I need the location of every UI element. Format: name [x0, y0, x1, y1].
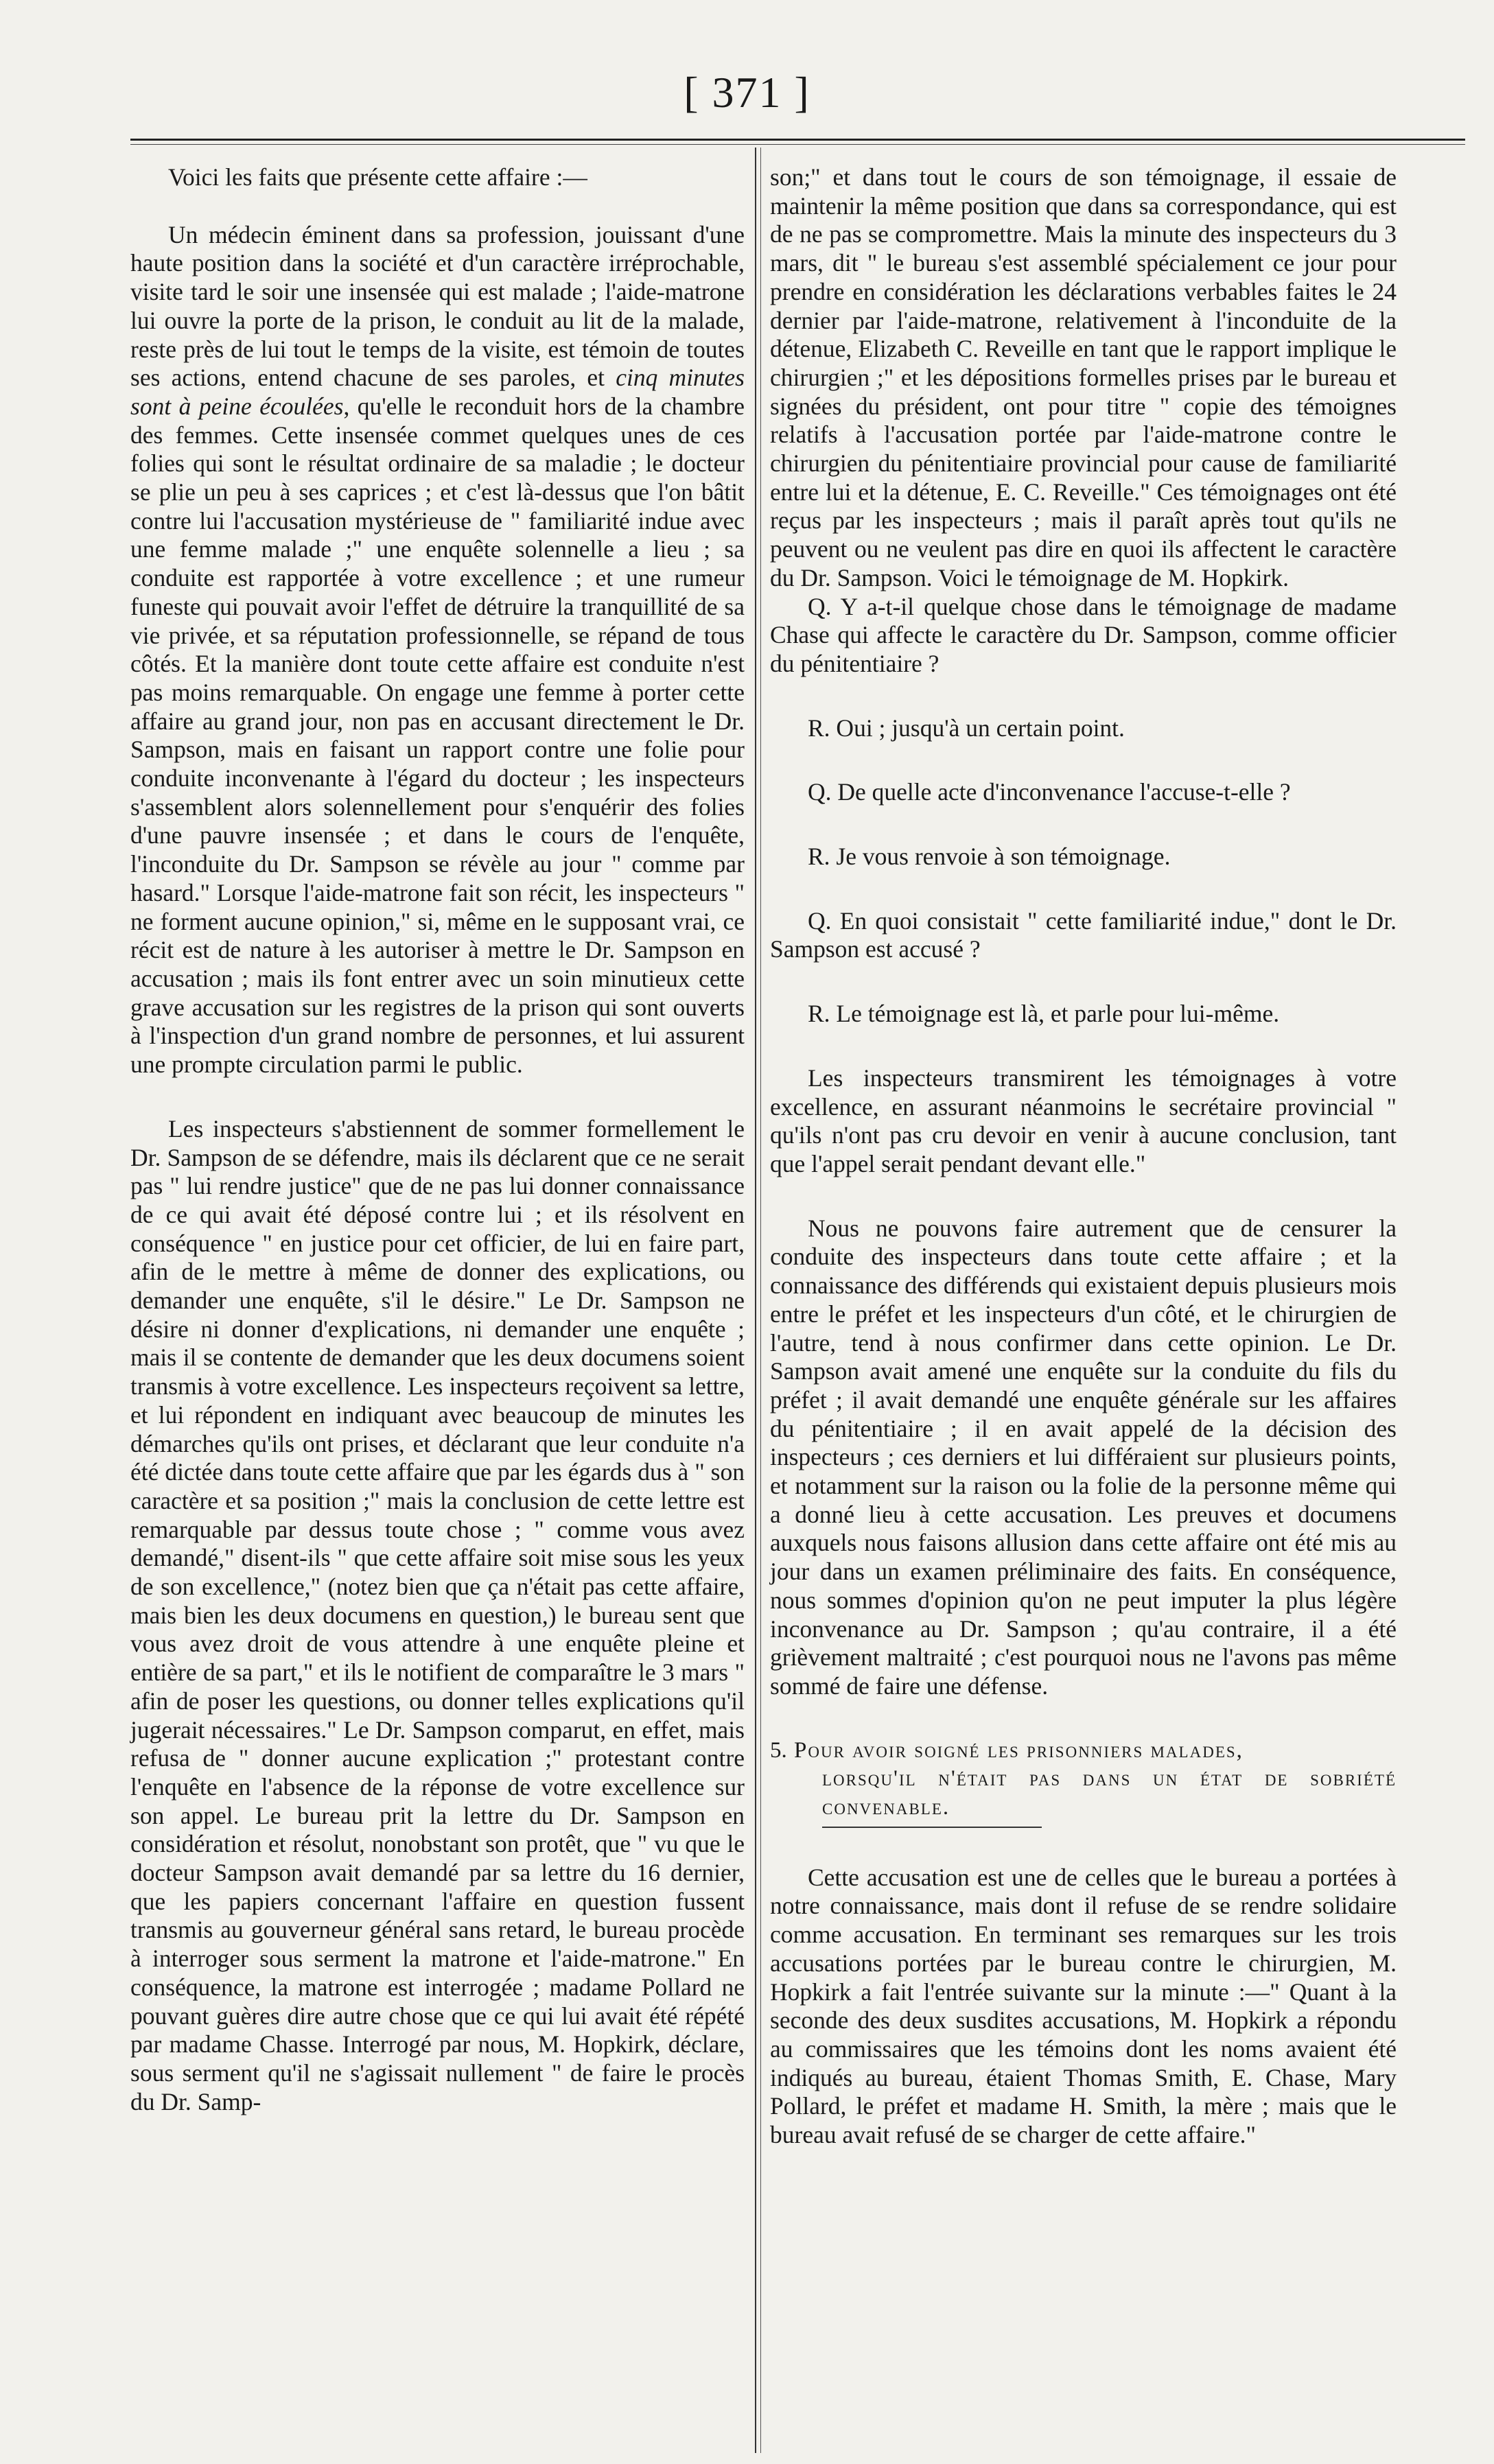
- spacer: [770, 1701, 1397, 1737]
- paragraph-1-text-b: , qu'elle le reconduit hors de la chambre des femmes. Cette insensée commet quelques unes de ces folies qui sont le résultat ordinaire de sa maladie ; le docteur se plie un peu à ses caprices ; et c'est là-dessus que l'on bâtit contre lui l'accusation mystérieuse de " familiarité indue avec une femme malade ;" une enquête solennelle a lieu ; sa conduite est rapportée à votre excellence ; et une rumeur funeste qui pouvait avoir l'effet de détruire la tranquillité de sa vie privée, et sa réputation professionnelle, se répand de tous côtés. Et la manière dont toute cette affaire est conduite n'est pas moins remarquable. On engage une femme à porter cette affaire au grand jour, non pas en accusant directement le Dr. Sampson, mais en faisant un rapport contre une folie pour conduite inconvenante à l'égard du docteur ; les inspecteurs s'assemblent alors solennellement pour s'enquérir des folies d'une pauvre insensée ; et dans le cours de l'enquête, l'inconduite du Dr. Sampson se révèle au jour " comme par hasard." Lorsque l'aide-matrone fait son récit, les inspecteurs " ne forment aucune opinion," si, même en le supposant vrai, ce récit est de nature à les autoriser à mettre le Dr. Sampson en accusation ; mais ils font entrer avec un soin minutieux cette grave accusation sur les registres de la prison qui sont ouverts à l'inspection d'un grand nombre de personnes, et lui assurent une prompte circulation parmi le public.: [130, 392, 745, 1079]
- column-divider: [755, 148, 756, 2453]
- question-2: Q. De quelle acte d'inconvenance l'accuse-t-elle ?: [808, 778, 1291, 806]
- question-1: Q. Y a-t-il quelque chose dans le témoignage de madame Chase qui affecte le caractère du Dr. Sampson, comme officier du pénitentiaire ?: [770, 592, 1397, 677]
- header-rule: [130, 139, 1465, 141]
- answer-3: R. Le témoignage est là, et parle pour lui-même.: [808, 1000, 1280, 1028]
- left-column: [130, 163, 745, 2116]
- paragraph-1-text-a: Un médecin éminent dans sa profession, jouissant d'une haute position dans la société et d'un caractère irréprochable, visite tard le soir une insensée qui est malade ; l'aide-matrone lui ouvre la porte de la prison, le conduit au lit de la malade, reste près de lui tout le temps de la visite, est témoin de toutes ses actions, entend chacune de ses paroles, et: [130, 220, 745, 392]
- spacer: [130, 192, 745, 221]
- spacer: [770, 679, 1397, 714]
- spacer: [770, 871, 1397, 907]
- section-heading: [770, 1737, 1397, 1765]
- spacer: [770, 807, 1397, 843]
- answer-1: R. Oui ; jusqu'à un certain point.: [808, 714, 1125, 742]
- intro-paragraph: Voici les faits que présente cette affaire :—: [168, 163, 587, 191]
- question-3: Q. En quoi consistait " cette familiarité indue," dont le Dr. Sampson est accusé ?: [770, 906, 1397, 963]
- paragraph-transmission: Les inspecteurs transmirent les témoignages à votre excellence, en assurant néanmoins le secrétaire provincial " qu'ils n'ont pas cru devoir en venir à aucune conclusion, tant que l'appel serait pendant devant elle.": [770, 1064, 1397, 1177]
- paragraph-accusation: Cette accusation est une de celles que le bureau a portées à notre connaissance, mais dont il refuse de se rendre solidaire comme accusation. En terminant ses remarques sur les trois accusations portées par le bureau contre le chirurgien, M. Hopkirk a fait l'entrée suivante sur la minute :—" Quant à la seconde des deux susdites accusations, M. Hopkirk a répondu au commissaires que les témoins dont les noms avaient été indiqués au bureau, étaient Thomas Smith, E. Chase, Mary Pollard, le préfet et madame H. Smith, la mère ; mais que le bureau avait refusé de se charger de cette affaire.": [770, 1863, 1397, 2149]
- section-heading-number: 5.: [770, 1737, 787, 1763]
- spacer: [770, 964, 1397, 1000]
- page-number: [ 371 ]: [684, 68, 810, 117]
- column-divider-thin: [760, 148, 761, 2453]
- spacer: [770, 1179, 1397, 1215]
- paragraph-1: [130, 221, 745, 1079]
- paragraph-1-italic: cinq minutes sont à peine écoulées: [130, 364, 745, 420]
- paragraph-continuation: son;" et dans tout le cours de son témoignage, il essaie de maintenir la même position que dans sa correspondance, qui est de ne pas se compromettre. Mais la minute des inspecteurs du 3 mars, dit " le bureau s'est assemblé spécialement ce jour pour prendre en considération les déclarations verbables faites le 24 dernier par l'aide-matrone, relativement à l'inconduite de la détenue, Elizabeth C. Reveille en tant que le rapport implique le chirurgien ;" et les dépositions formelles prises par le bureau et signées du président, ont pour titre " copie des témoignes relatifs à l'accusation portée par l'aide-matrone contre le chirurgien du pénitentiaire provincial pour cause de familiarité entre lui et la détenue, E. C. Reveille." Ces témoignages ont été reçus par les inspecteurs ; mais il paraît après tout qu'ils ne peuvent ou ne veulent pas dire en quoi ils affectent le caractère du Dr. Sampson. Voici le témoignage de M. Hopkirk.: [770, 163, 1397, 591]
- header-rule-thin: [130, 144, 1465, 145]
- section-heading-line-1: Pour avoir soigné les prisonniers malades,: [794, 1737, 1244, 1763]
- spacer: [130, 1079, 745, 1115]
- spacer: [770, 742, 1397, 778]
- right-column: [770, 163, 1397, 2150]
- spacer: [770, 1029, 1397, 1064]
- spacer: [770, 1828, 1397, 1864]
- section-heading-line-2: lorsqu'il n'était pas dans un état de sobriété convenable.: [822, 1766, 1397, 1820]
- paragraph-censure: Nous ne pouvons faire autrement que de censurer la conduite des inspecteurs dans toute cette affaire ; et la connaissance des différends qui existaient depuis plusieurs mois entre le préfet et les inspecteurs d'un côté, et le chirurgien de l'autre, tend à nous confirmer dans cette opinion. Le Dr. Sampson avait amené une enquête sur la conduite du fils du préfet ; il avait demandé une enquête générale sur les affaires du pénitentiaire ; il en avait appelé de la décision des inspecteurs ; ces derniers et lui différaient sur plusieurs points, et notamment sur la raison ou la folie de la personne même qui a donné lieu à cette accusation. Les preuves et documens auxquels nous faisons allusion dans cette affaire ont été mis au jour dans un examen préliminaire des faits. En conséquence, nous sommes d'opinion qu'on ne peut imputer la plus légère inconvenance au Dr. Sampson ; qu'au contraire, il a été grièvement maltraité ; c'est pourquoi nous ne l'avons pas même sommé de faire une défense.: [770, 1214, 1397, 1700]
- answer-2: R. Je vous renvoie à son témoignage.: [808, 843, 1171, 871]
- paragraph-2: Les inspecteurs s'abstiennent de sommer formellement le Dr. Sampson de se défendre, mais ils déclarent que ce ne serait pas " lui rendre justice" que de ne pas lui donner connaissance de ce qui avait été déposé contre lui ; et ils résolvent en conséquence " en justice pour cet officier, de lui en faire part, afin de le mettre à même de donner des explications, ou demander une enquête, s'il le désire." Le Dr. Sampson ne désire ni donner d'explications, ni demander une enquête ; mais il se contente de demander que les deux documens soient transmis à votre excellence. Les inspecteurs reçoivent sa lettre, et lui répondent en indiquant avec beaucoup de minutes les démarches qu'ils ont prises, et déclarant que leur conduite n'a été dictée dans toute cette affaire que par les égards dus à " son caractère et sa position ;" mais la conclusion de cette lettre est remarquable par dessus toute chose ; " comme vous avez demandé," disent-ils " que cette affaire soit mise sous les yeux de son excellence," (notez bien que ça n'était pas cette affaire, mais bien les deux documens en question,) le bureau sent que vous avez droit de vous attendre à une enquête pleine et entière de sa part," et ils le notifient de comparaître le 3 mars " afin de poser les questions, ou donner telles explications qu'il jugerait nécessaires." Le Dr. Sampson comparut, en effet, mais refusa de " donner aucune explication ;" protestant contre l'enquête en l'absence de la réponse de votre excellence sur son appel. Le bureau prit la lettre du Dr. Sampson en considération et résolut, nonobstant son protêt, que " vu que le docteur Sampson avait demandé par sa lettre du 16 dernier, que les papiers concernant l'affaire en question fussent transmis au gouverneur général sans retard, le bureau procède à interroger sous serment la matrone et l'aide-matrone." En conséquence, la matrone est interrogée ; madame Pollard ne pouvant guères dire autre chose que ce qui lui avait été répété par madame Chasse. Interrogé par nous, M. Hopkirk, déclare, sous serment qu'il ne s'agissait nullement " de faire le procès du Dr. Samp-: [130, 1114, 745, 2115]
